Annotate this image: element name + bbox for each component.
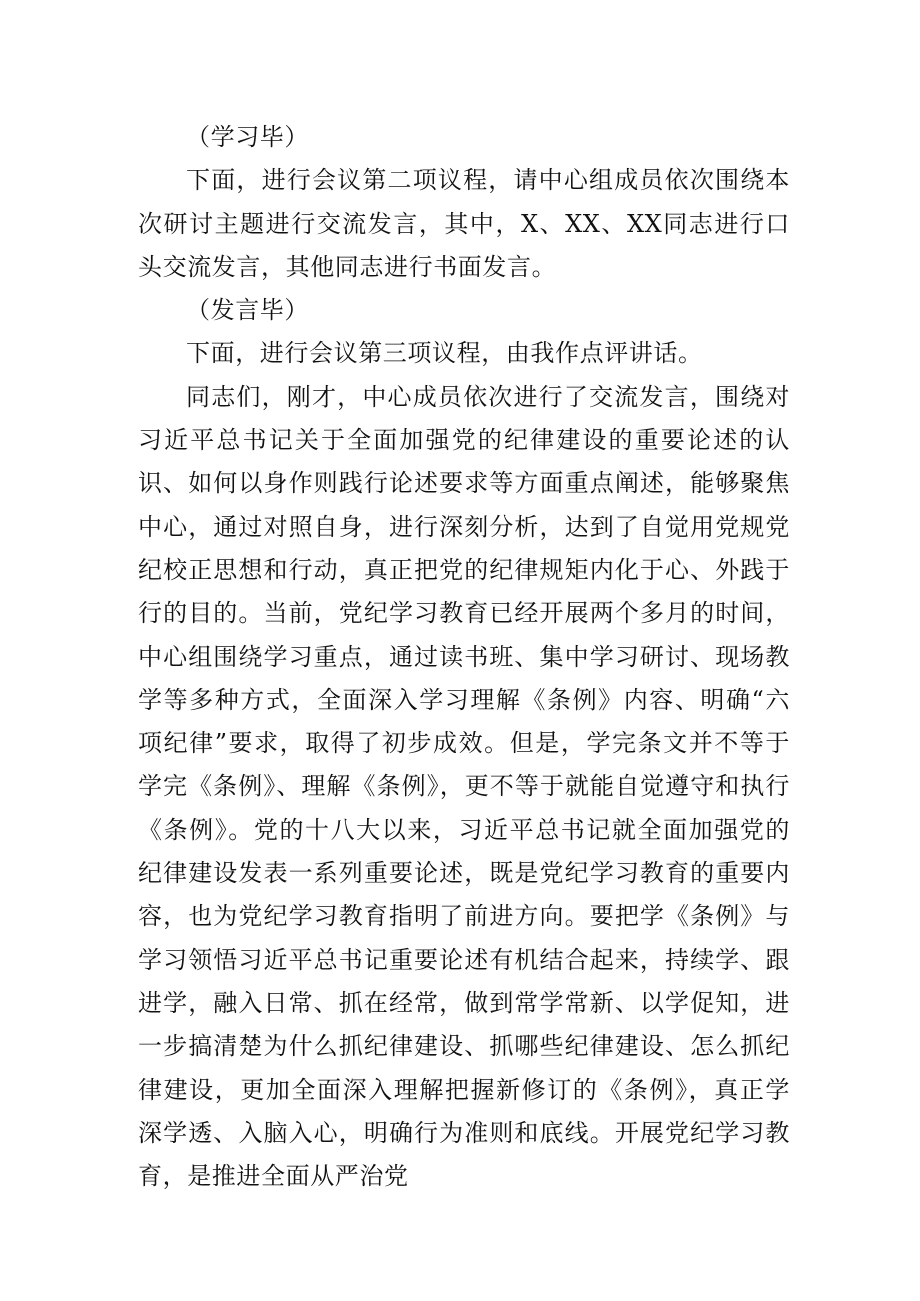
- paragraph-agenda-item-two: 下面，进行会议第二项议程，请中心组成员依次围绕本次研讨主题进行交流发言，其中，X、XX、XX同志进行口头交流发言，其他同志进行书面发言。: [138, 166, 790, 281]
- document-body: [138, 116, 790, 1198]
- paragraph-agenda-item-three: 下面，进行会议第三项议程，由我作点评讲话。: [186, 339, 703, 368]
- paragraph-study-done: （学习毕）: [186, 123, 309, 151]
- paragraph-speech-done: （发言毕）: [186, 296, 309, 325]
- paragraph-review-speech: 同志们，刚才，中心成员依次进行了交流发言，围绕对习近平总书记关于全面加强党的纪律建设的重要论述的认识、如何以身作则践行论述要求等方面重点阐述，能够聚焦中心，通过对照自身，进行深刻分析，达到了自觉用党规党纪校正思想和行动，真正把党的纪律规矩内化于心、外践于行的目的。当前，党纪学习教育已经开展两个多月的时间，中心组围绕学习重点，通过读书班、集中学习研讨、现场教学等多种方式，全面深入学习理解《条例》内容、明确“六项纪律”要求，取得了初步成效。但是，学完条文并不等于学完《条例》、理解《条例》，更不等于就能自觉遵守和执行《条例》。党的十八大以来，习近平总书记就全面加强党的纪律建设发表一系列重要论述，既是党纪学习教育的重要内容，也为党纪学习教育指明了前进方向。要把学《条例》与学习领悟习近平总书记重要论述有机结合起来，持续学、跟进学，融入日常、抓在经常，做到常学常新、以学促知，进一步搞清楚为什么抓纪律建设、抓哪些纪律建设、怎么抓纪律建设，更加全面深入理解把握新修订的《条例》，真正学深学透、入脑入心，明确行为准则和底线。开展党纪学习教育，是推进全面从严治党: [138, 382, 790, 1191]
